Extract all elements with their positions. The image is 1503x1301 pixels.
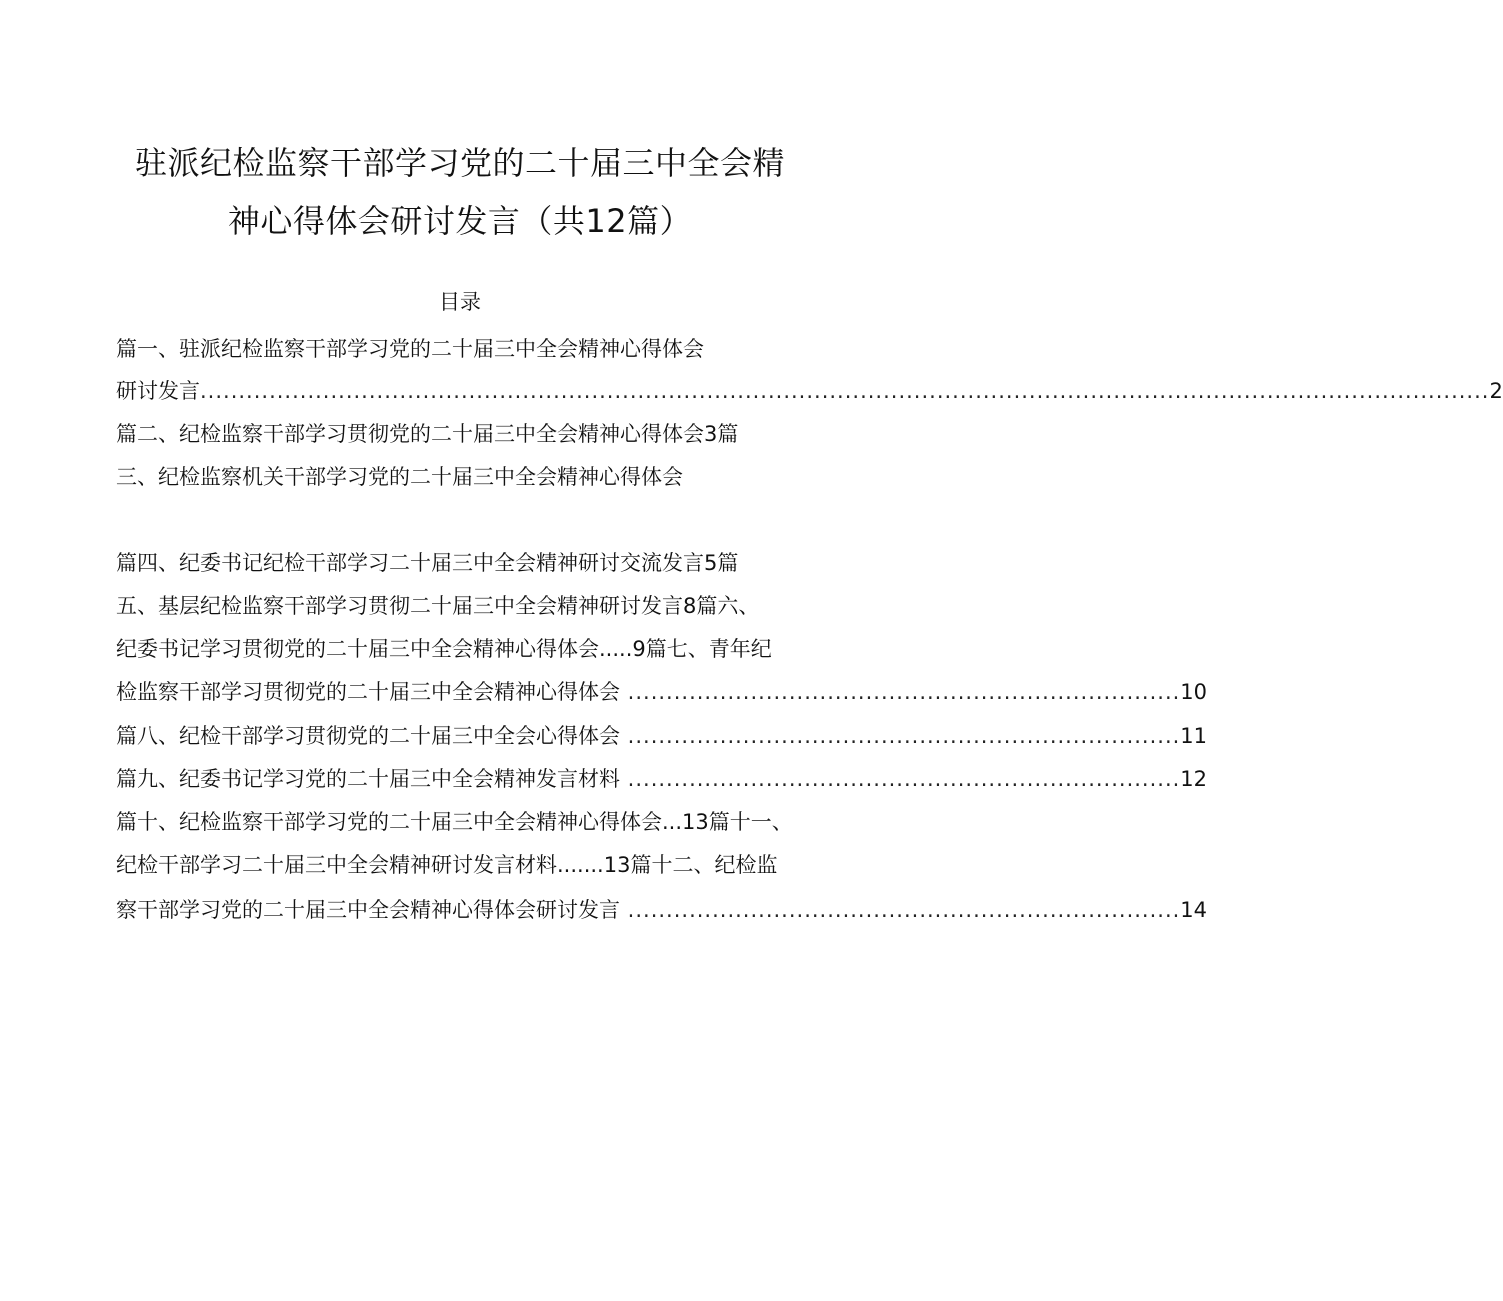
toc-line-text: 五、基层纪检监察干部学习贯彻二十届三中全会精神研讨发言8篇六、	[116, 594, 760, 618]
toc-line-6[interactable]	[116, 591, 836, 621]
toc-line-1[interactable]	[116, 334, 836, 364]
toc-line-text: 篇二、纪检监察干部学习贯彻党的二十届三中全会精神心得体会3篇	[116, 422, 739, 446]
toc-line-10[interactable]	[116, 764, 1208, 794]
toc-line-text: 篇九、纪委书记学习党的二十届三中全会精神发言材料	[116, 767, 620, 791]
toc-line-text: 纪检干部学习二十届三中全会精神研讨发言材料.......13篇十二、纪检监	[116, 853, 778, 877]
document-title-line-2: 神心得体会研讨发言（共12篇）	[227, 202, 693, 240]
toc-page-number: 14	[1180, 898, 1208, 922]
toc-page-number: 2	[1489, 379, 1503, 403]
toc-line-text: 篇八、纪检干部学习贯彻党的二十届三中全会心得体会	[116, 724, 620, 748]
toc-line-4[interactable]	[116, 462, 836, 492]
document-title-line-1: 驻派纪检监察干部学习党的二十届三中全会精	[134, 144, 785, 182]
toc-line-7[interactable]	[116, 634, 836, 664]
toc-line-text: 研讨发言	[116, 379, 200, 403]
toc-page-number: 12	[1180, 767, 1208, 791]
toc-leader-dots: ........................................................................	[620, 898, 1181, 922]
toc-line-3[interactable]	[116, 419, 836, 449]
toc-line-text: 篇一、驻派纪检监察干部学习党的二十届三中全会精神心得体会	[116, 337, 704, 361]
toc-line-text: 察干部学习党的二十届三中全会精神心得体会研讨发言	[116, 898, 620, 922]
toc-line-12[interactable]	[116, 850, 836, 880]
toc-leader-dots: ........................................................................................................................................................................	[200, 379, 1490, 403]
toc-leader-dots: ........................................................................	[620, 680, 1181, 704]
toc-leader-dots: ........................................................................	[620, 724, 1181, 748]
toc-leader-dots: ........................................................................	[620, 767, 1181, 791]
toc-line-8[interactable]	[116, 677, 1208, 707]
toc-page-number: 11	[1180, 724, 1208, 748]
toc-page-number: 10	[1180, 680, 1208, 704]
toc-line-5[interactable]	[116, 548, 836, 578]
toc-line-2[interactable]	[116, 376, 1503, 406]
toc-line-text: 篇四、纪委书记纪检干部学习二十届三中全会精神研讨交流发言5篇	[116, 551, 739, 575]
toc-line-text: 三、纪检监察机关干部学习党的二十届三中全会精神心得体会	[116, 465, 683, 489]
toc-heading: 目录	[439, 290, 481, 314]
toc-line-text: 纪委书记学习贯彻党的二十届三中全会精神心得体会.....9篇七、青年纪	[116, 637, 772, 661]
toc-line-text: 篇十、纪检监察干部学习党的二十届三中全会精神心得体会...13篇十一、	[116, 810, 793, 834]
toc-line-11[interactable]	[116, 807, 836, 837]
toc-line-text: 检监察干部学习贯彻党的二十届三中全会精神心得体会	[116, 680, 620, 704]
toc-line-9[interactable]	[116, 721, 1208, 751]
toc-line-13[interactable]	[116, 895, 1208, 925]
